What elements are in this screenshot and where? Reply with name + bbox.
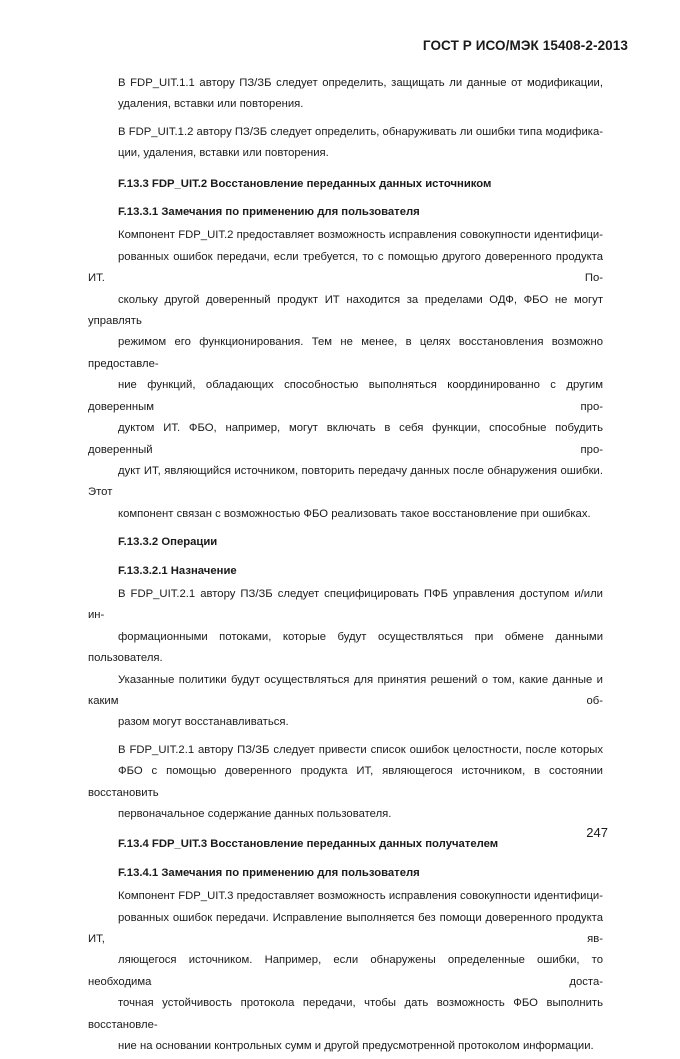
- text-line: ФБО с помощью доверенного продукта ИТ, являющегося источником, в состоянии восстановить: [88, 765, 603, 799]
- paragraph: [88, 584, 603, 734]
- text-line: дукт ИТ, являющийся источником, повторить передачу данных после обнаружения ошибки. Этот: [88, 464, 603, 499]
- text-line: разом могут восстанавливаться.: [118, 716, 289, 729]
- text-line: дуктом ИТ. ФБО, например, могут включать в себя функции, способные побудить доверенный про-: [88, 422, 603, 456]
- text-line: скольку другой доверенный продукт ИТ находится за пределами ОДФ, ФБО не могут управлять: [88, 293, 603, 328]
- text-line: первоначальное содержание данных пользователя.: [118, 808, 392, 820]
- text-line: В FDP_UIT.2.1 автору ПЗ/ЗБ следует привести список ошибок целостности, после которых: [118, 743, 603, 756]
- text-line: В FDP_UIT.1.2 автору ПЗ/ЗБ следует определить, обнаруживать ли ошибки типа модифика-: [118, 125, 603, 138]
- text-line: Указанные политики будут осуществляться для принятия решений о том, какие данные и каким об-: [88, 673, 603, 707]
- text-line: компонент связан с возможностью ФБО реализовать такое восстановление при ошибках.: [118, 507, 591, 520]
- section-heading-f13-3-2-1: F.13.3.2.1 Назначение: [118, 564, 237, 577]
- text-line: точная устойчивость протокола передачи, чтобы дать возможность ФБО выполнить восстановле-: [88, 997, 603, 1031]
- text-line: ции, удаления, вставки или повторения.: [118, 147, 329, 160]
- paragraph: [88, 122, 603, 165]
- paragraph: [88, 886, 603, 1057]
- paragraph: [88, 740, 603, 826]
- text-line: рованных ошибок передачи. Исправление выполняется без помощи доверенного продукта ИТ, яв-: [88, 911, 603, 946]
- text-line: ние функций, обладающих способностью выполняться координированно с другим доверенным про-: [88, 379, 603, 413]
- section-heading-f13-4-1: F.13.4.1 Замечания по применению для пользователя: [118, 866, 420, 879]
- page-number: 247: [586, 825, 608, 840]
- text-line: режимом его функционирования. Тем не менее, в целях восстановления возможно предоставле-: [88, 336, 603, 370]
- document-body: [88, 73, 603, 1059]
- section-heading-f13-3-2: F.13.3.2 Операции: [118, 536, 218, 549]
- text-line: формационными потоками, которые будут осуществляться при обмене данными пользователя.: [88, 630, 603, 665]
- text-line: ние на основании контрольных сумм и другой предусмотренной протоколом информации.: [118, 1040, 594, 1053]
- text-line: Компонент FDP_UIT.3 предоставляет возможность исправления совокупности идентифици-: [118, 890, 603, 903]
- section-heading-f13-3-1: F.13.3.1 Замечания по применению для пользователя: [118, 206, 420, 219]
- text-line: Компонент FDP_UIT.2 предоставляет возможность исправления совокупности идентифици-: [118, 229, 603, 242]
- text-line: В FDP_UIT.2.1 автору ПЗ/ЗБ следует специфицировать ПФБ управления доступом и/или ин-: [88, 587, 603, 622]
- paragraph: [88, 73, 603, 116]
- text-line: ляющегося источником. Например, если обнаружены определенные ошибки, то необходима доста-: [88, 954, 603, 988]
- section-heading-f13-4: F.13.4 FDP_UIT.3 Восстановление переданных данных получателем: [118, 838, 499, 851]
- text-line: рованных ошибок передачи, если требуется, то с помощью другого доверенного продукта ИТ. По-: [88, 250, 603, 285]
- paragraph: [88, 225, 603, 525]
- section-heading-f13-3: F.13.3 FDP_UIT.2 Восстановление переданных данных источником: [118, 177, 492, 190]
- text-line: В FDP_UIT.1.1 автору ПЗ/ЗБ следует определить, защищать ли данные от модификации,: [118, 77, 603, 89]
- text-line: удаления, вставки или повторения.: [118, 98, 304, 111]
- document-header: ГОСТ Р ИСО/МЭК 15408-2-2013: [422, 38, 628, 53]
